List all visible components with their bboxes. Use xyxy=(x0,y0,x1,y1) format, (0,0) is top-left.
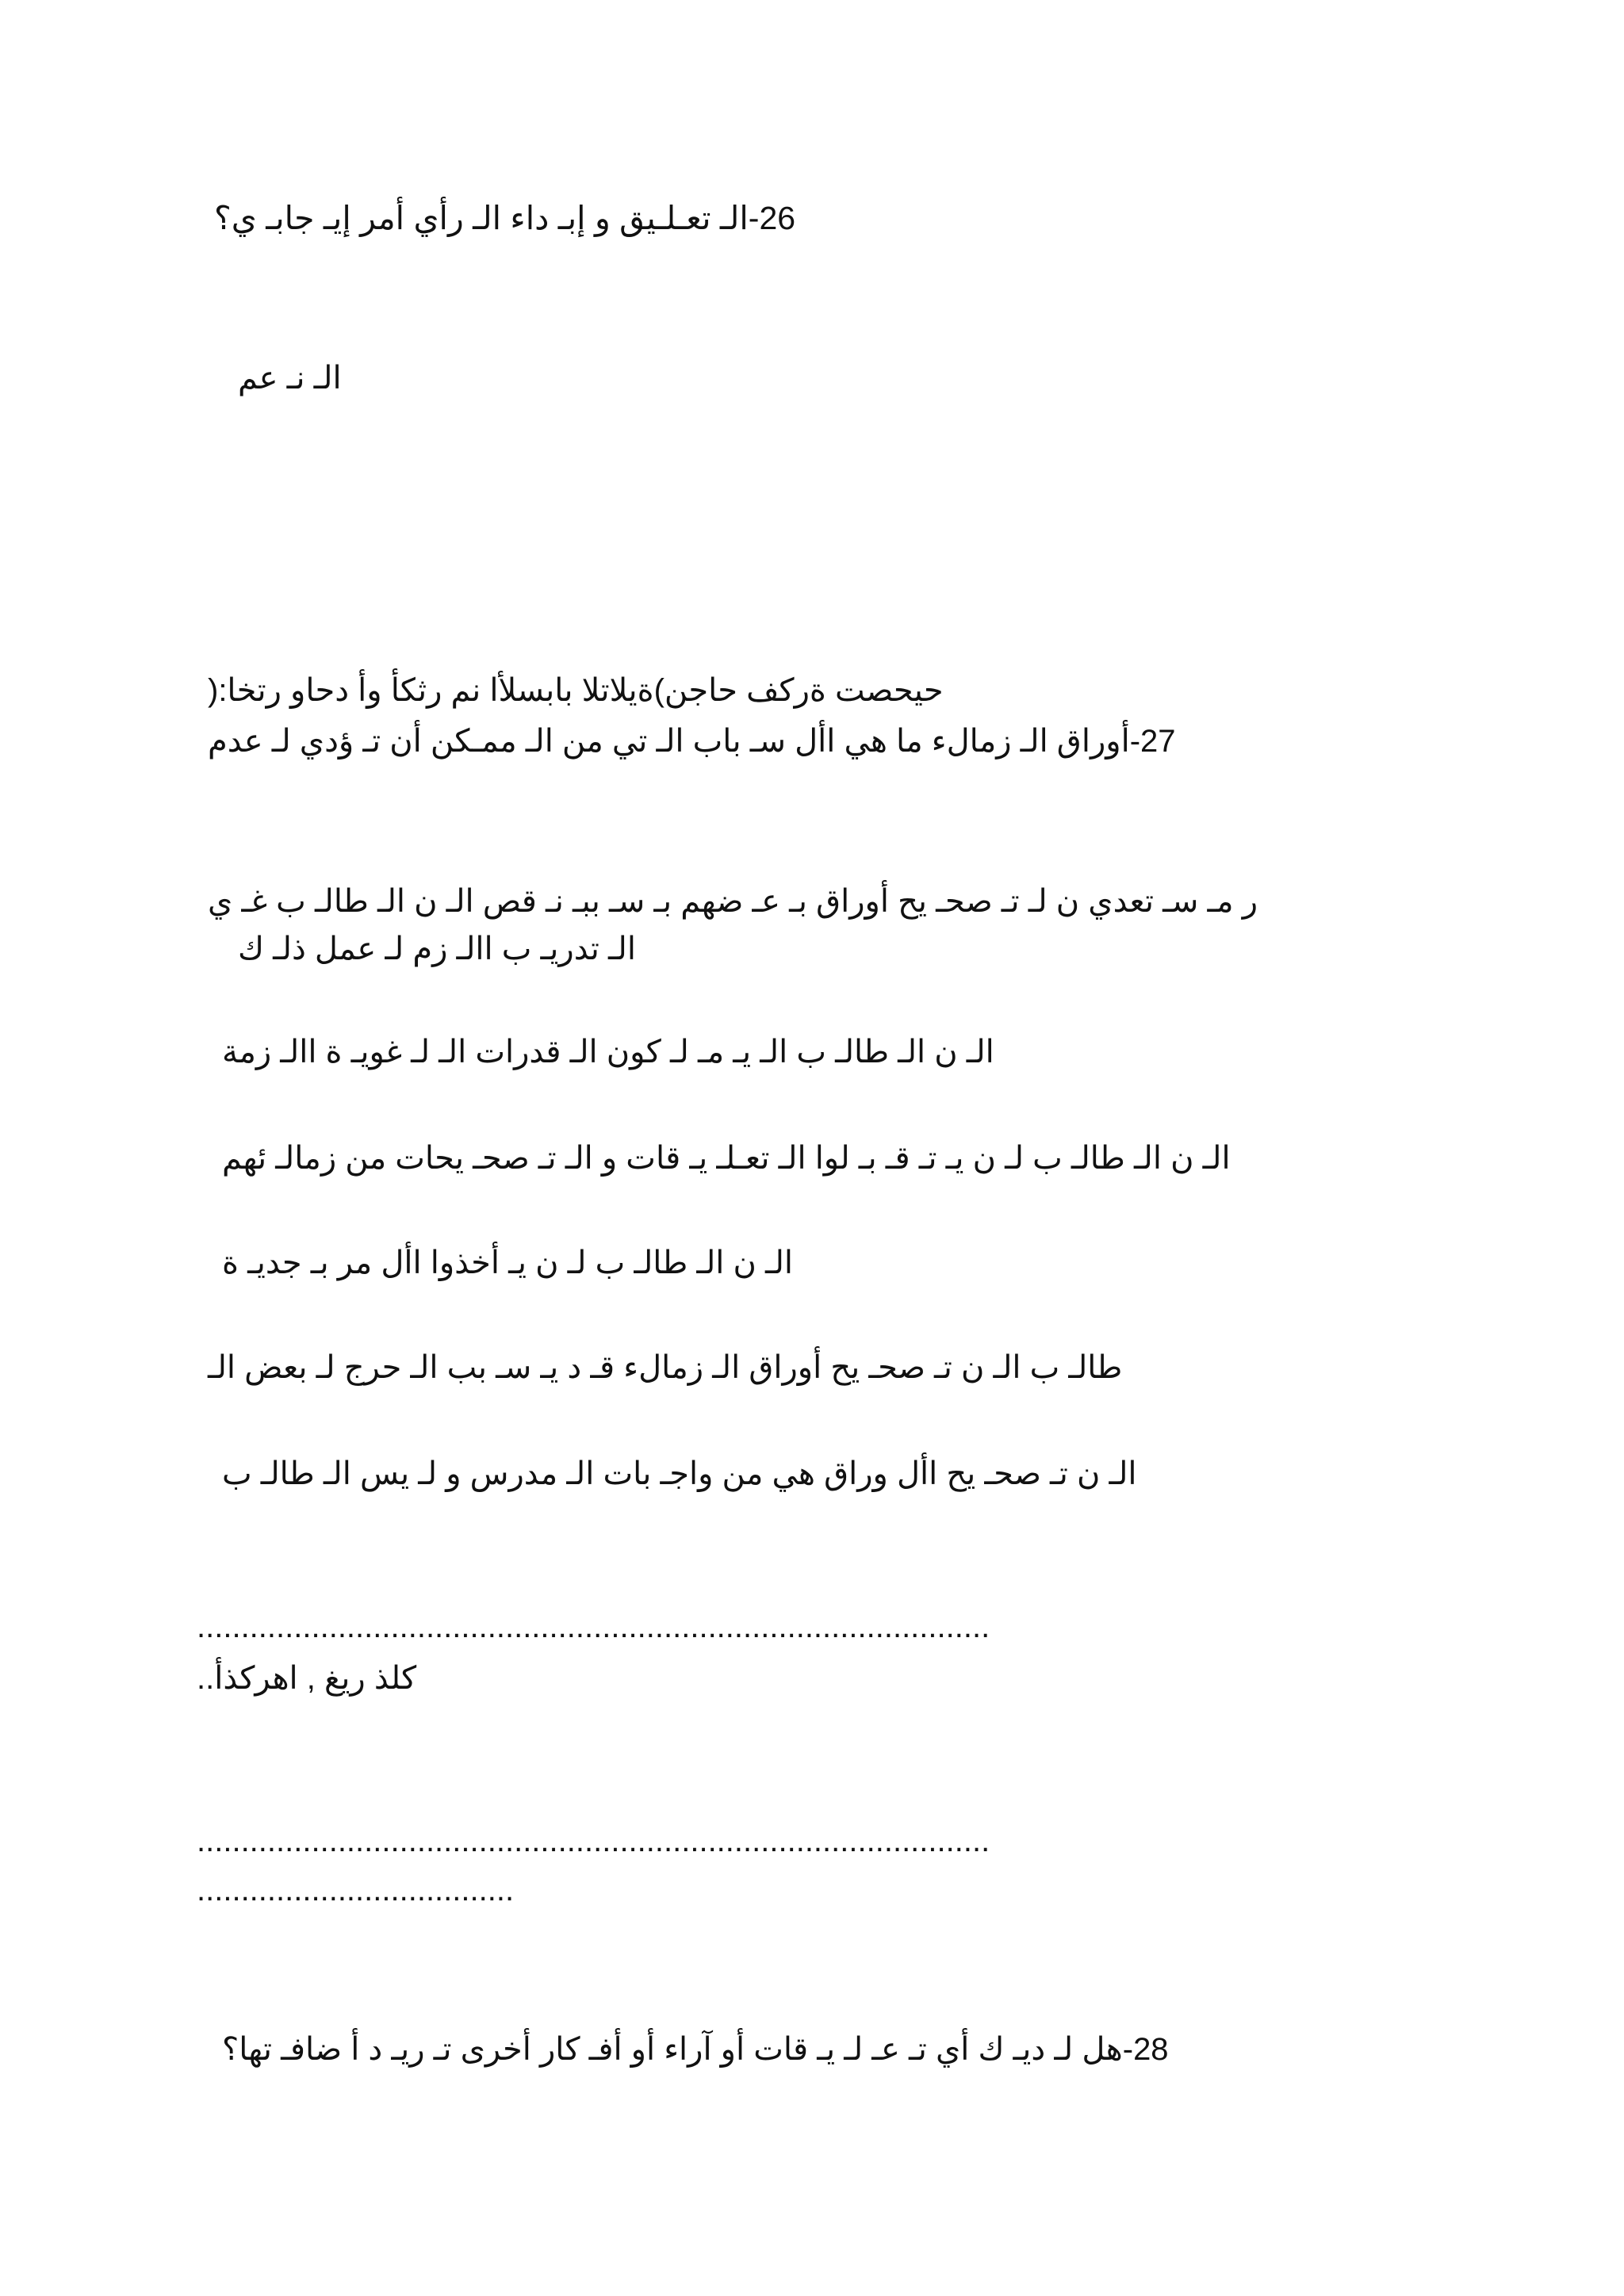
question-27-option-1-line-1: ر مـ سـ تعدي ن لـ تـ صحـ يح أوراق بـ عـ ضهم بـ سـ ببـ نـ قص الـ ن الـ طالـ ب غـ ي xyxy=(208,884,1258,919)
question-28-text: 28-هل لـ ديـ ك أي تـ عـ لـ يـ قات أو آراء أو أفـ كار أخرى تـ ريـ د أ ضافـ تها؟ xyxy=(222,2032,1169,2067)
question-27-option-3: الـ ن الـ طالـ ب لـ ن يـ تـ قـ بـ لوا الـ تعـلـ يـ قات و الـ تـ صحـ يحات من زمالـ ئهم xyxy=(222,1141,1231,1176)
question-27-option-4: الـ ن الـ طالـ ب لـ ن يـ أخذوا األ مر بـ جديـ ة xyxy=(222,1246,794,1280)
answer-dotted-line-2: .................................... xyxy=(197,1873,515,1908)
question-27-option-2: الـ ن الـ طالـ ب الـ يـ مـ لـ كون الـ قدرات الـ لـ غويـ ة االـ زمة xyxy=(222,1035,994,1070)
other-option-dotted-line: .......................................................................................... xyxy=(197,1609,990,1644)
question-27-option-5: طالـ ب الـ ن تـ صحـ يح أوراق الـ زمالء قـ د يـ سـ بب الـ حرج لـ بعض الـ xyxy=(208,1350,1123,1385)
question-27-option-1-line-2: الـ تدريـ ب االـ زم لـ عمل ذلـ ك xyxy=(238,932,636,966)
question-27-instruction: حيحصت ةركف حاجن)ةيلاتلا بابسلأا نم رثكأ وأ دحاو رتخا:( xyxy=(208,673,944,708)
question-27-option-6: الـ ن تـ صحـ يح األ وراق هي من واجـ بات الـ مدرس و لـ يس الـ طالـ ب xyxy=(222,1456,1137,1491)
question-26-answer: الـ نـ عم xyxy=(238,361,342,396)
answer-dotted-line-1: .......................................................................................... xyxy=(197,1823,990,1858)
question-27-text: 27-أوراق الـ زمالء ما هي األ سـ باب الـ تي من الـ ممـكن أن تـ ؤدي لـ عدم xyxy=(208,724,1176,759)
question-26-text: 26-الـ تعـلـيق و إبـ داء الـ رأي أمر إيـ جابـ ي؟ xyxy=(214,200,796,236)
other-option-label: كلذ ريغ , اهركذأ.. xyxy=(197,1661,417,1696)
